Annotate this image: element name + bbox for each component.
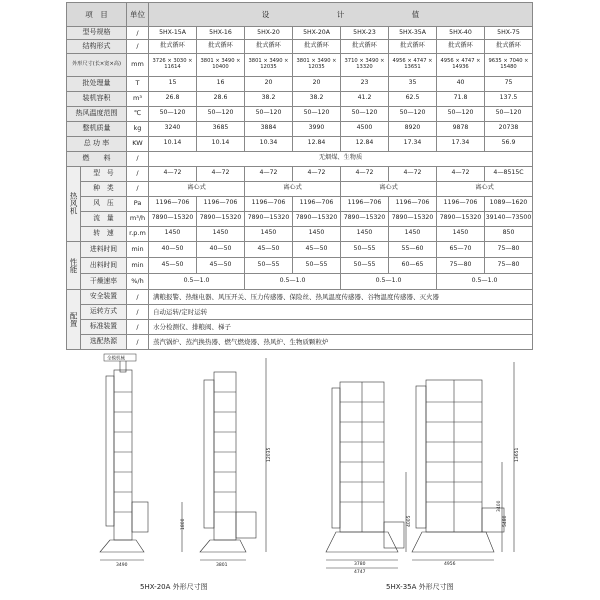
fan-speed-cell: 1450 <box>149 226 197 241</box>
running-value: 自动运转/定时运转 <box>149 304 533 319</box>
volume-cell: 41.2 <box>341 91 389 106</box>
batch-cell: 75 <box>485 76 533 91</box>
batch-label: 批处理量 <box>67 76 127 91</box>
fan-kind-cell: 离心式 <box>245 181 341 196</box>
fan-speed-cell: 1450 <box>245 226 293 241</box>
fan-kind-cell: 离心式 <box>149 181 245 196</box>
caption-right: 5HX-35A 外形尺寸图 <box>386 583 454 591</box>
running-unit: / <box>127 304 149 319</box>
top-label: 全模机械 <box>107 356 125 362</box>
structure-label: 结构形式 <box>67 39 127 53</box>
load-time-unit: min <box>127 241 149 257</box>
fuel-value: 无烟煤、生物质 <box>149 151 533 166</box>
fan-pressure-cell: 1089—1620 <box>485 196 533 211</box>
side-elevator <box>416 386 426 528</box>
dim-d3: 4956 <box>444 562 456 567</box>
model-cell: 5HX-20A <box>293 27 341 40</box>
performance-group-label: 性能 <box>67 241 81 289</box>
fan-flow-cell: 7890—15320 <box>341 211 389 226</box>
load-time-cell: 55—60 <box>389 241 437 257</box>
fan-speed-cell: 1450 <box>293 226 341 241</box>
volume-unit: m³ <box>127 91 149 106</box>
fan-flow-cell: 39140—73500 <box>485 211 533 226</box>
power-cell: 10.14 <box>197 136 245 151</box>
structure-cell: 批式循环 <box>293 39 341 53</box>
header-unit: 单位 <box>127 3 149 27</box>
fan-flow-cell: 7890—15320 <box>197 211 245 226</box>
unload-time-cell: 75—80 <box>437 257 485 273</box>
front-base <box>326 532 398 552</box>
fuel-unit: / <box>127 151 149 166</box>
unload-time-cell: 50—55 <box>341 257 389 273</box>
fan-speed-cell: 1450 <box>197 226 245 241</box>
hot-air-cell: 50—120 <box>437 106 485 121</box>
volume-cell: 71.8 <box>437 91 485 106</box>
power-cell: 10.34 <box>245 136 293 151</box>
power-cell: 56.9 <box>485 136 533 151</box>
fan-speed-cell: 1450 <box>389 226 437 241</box>
weight-cell: 3884 <box>245 121 293 136</box>
unload-time-cell: 50—55 <box>293 257 341 273</box>
fan-flow-cell: 7890—15320 <box>245 211 293 226</box>
fan-flow-cell: 7890—15320 <box>389 211 437 226</box>
power-cell: 10.14 <box>149 136 197 151</box>
fan-pressure-unit: Pa <box>127 196 149 211</box>
dim-h4: 5480 <box>503 515 508 527</box>
weight-unit: kg <box>127 121 149 136</box>
fan-pressure-cell: 1196—706 <box>149 196 197 211</box>
running-label: 运转方式 <box>81 304 127 319</box>
side-tower <box>214 372 236 540</box>
load-time-cell: 45—50 <box>245 241 293 257</box>
weight-cell: 4500 <box>341 121 389 136</box>
fan-pressure-label: 风 压 <box>81 196 127 211</box>
structure-unit: / <box>127 39 149 53</box>
unload-time-label: 出料时间 <box>81 257 127 273</box>
header-item: 项 目 <box>67 3 127 27</box>
dim-d2: 4747 <box>354 570 366 575</box>
load-time-cell: 40—50 <box>197 241 245 257</box>
side-fan <box>236 512 256 538</box>
fan-pressure-cell: 1196—706 <box>437 196 485 211</box>
structure-cell: 批式循环 <box>245 39 293 53</box>
dimension-cell: 3801 × 3490 × 10400 <box>197 53 245 76</box>
unload-time-cell: 50—55 <box>245 257 293 273</box>
model-cell: 5HX-75 <box>485 27 533 40</box>
weight-cell: 20738 <box>485 121 533 136</box>
dim-length: 3801 <box>216 563 228 568</box>
weight-cell: 3685 <box>197 121 245 136</box>
fan-flow-label: 流 量 <box>81 211 127 226</box>
dimensions-unit: mm <box>127 53 149 76</box>
safety-unit: / <box>127 289 149 304</box>
fan-model-cell: 4—72 <box>437 166 485 181</box>
drawing-5hx-20a-svg <box>96 352 286 574</box>
side-base <box>200 540 246 552</box>
power-unit: KW <box>127 136 149 151</box>
fuel-label: 燃 料 <box>67 151 127 166</box>
unload-time-unit: min <box>127 257 149 273</box>
hot-air-cell: 50—120 <box>389 106 437 121</box>
hot-air-cell: 50—120 <box>485 106 533 121</box>
batch-unit: T <box>127 76 149 91</box>
dim-h1: 1800 <box>181 518 186 530</box>
fan-kind-cell: 离心式 <box>341 181 437 196</box>
volume-cell: 38.2 <box>245 91 293 106</box>
fan-flow-unit: m³/h <box>127 211 149 226</box>
power-cell: 12.84 <box>341 136 389 151</box>
dimension-cell: 4956 × 4747 × 14936 <box>437 53 485 76</box>
fan-speed-cell: 850 <box>485 226 533 241</box>
fan-group-label: 热风机 <box>67 166 81 241</box>
dry-rate-cell: 0.5—1.0 <box>341 273 437 289</box>
safety-value: 满粮报警、热继电器、风压开关、压力传感器、保险丝、热风温度传感器、谷物温度传感器、灭火器 <box>149 289 533 304</box>
unload-time-cell: 45—50 <box>149 257 197 273</box>
volume-cell: 28.6 <box>197 91 245 106</box>
structure-cell: 批式循环 <box>197 39 245 53</box>
power-cell: 17.34 <box>437 136 485 151</box>
drawing-5hx-20a <box>96 352 286 574</box>
load-time-label: 进料时间 <box>81 241 127 257</box>
load-time-cell: 65—70 <box>437 241 485 257</box>
dry-rate-label: 干燥速率 <box>81 273 127 289</box>
heat-source-unit: / <box>127 334 149 349</box>
dimension-cell: 3726 × 3030 × 11614 <box>149 53 197 76</box>
fan-flow-cell: 7890—15320 <box>437 211 485 226</box>
heat-source-value: 蒸汽锅炉、蒸汽换热器、燃气燃烧器、热风炉、生物质颗粒炉 <box>149 334 533 349</box>
load-time-cell: 50—55 <box>341 241 389 257</box>
model-cell: 5HX-16 <box>197 27 245 40</box>
hot-air-cell: 50—120 <box>149 106 197 121</box>
weight-label: 整机质量 <box>67 121 127 136</box>
hot-air-cell: 50—120 <box>197 106 245 121</box>
fan-pressure-cell: 1196—706 <box>389 196 437 211</box>
load-time-cell: 75—80 <box>485 241 533 257</box>
fan-model-cell: 4—8515C <box>485 166 533 181</box>
weight-cell: 3240 <box>149 121 197 136</box>
fan-speed-label: 转 速 <box>81 226 127 241</box>
models-unit: / <box>127 27 149 40</box>
fan-model-label: 型 号 <box>81 166 127 181</box>
power-cell: 17.34 <box>389 136 437 151</box>
fan-kind-cell: 离心式 <box>437 181 533 196</box>
heat-source-label: 选配热源 <box>81 334 127 349</box>
power-cell: 12.84 <box>293 136 341 151</box>
dry-rate-cell: 0.5—1.0 <box>149 273 245 289</box>
model-cell: 5HX-20 <box>245 27 293 40</box>
dim-width: 3490 <box>116 563 128 568</box>
volume-cell: 62.5 <box>389 91 437 106</box>
hot-air-cell: 50—120 <box>245 106 293 121</box>
unload-time-cell: 60—65 <box>389 257 437 273</box>
fan-flow-cell: 7890—15320 <box>293 211 341 226</box>
load-time-cell: 45—50 <box>293 241 341 257</box>
side-elevator <box>204 380 214 528</box>
batch-cell: 20 <box>245 76 293 91</box>
batch-cell: 40 <box>437 76 485 91</box>
batch-cell: 23 <box>341 76 389 91</box>
fan-speed-cell: 1450 <box>437 226 485 241</box>
weight-cell: 9878 <box>437 121 485 136</box>
dry-rate-cell: 0.5—1.0 <box>245 273 341 289</box>
standard-value: 水分检测仪、排粮阀、梯子 <box>149 319 533 334</box>
model-cell: 5HX-23 <box>341 27 389 40</box>
volume-cell: 137.5 <box>485 91 533 106</box>
front-fan <box>132 502 148 532</box>
models-label: 型号规格 <box>67 27 127 40</box>
fan-kind-label: 种 类 <box>81 181 127 196</box>
model-cell: 5HX-15A <box>149 27 197 40</box>
model-cell: 5HX-35A <box>389 27 437 40</box>
structure-cell: 批式循环 <box>437 39 485 53</box>
standard-label: 标准装置 <box>81 319 127 334</box>
dimension-cell: 3710 × 3490 × 13320 <box>341 53 389 76</box>
structure-cell: 批式循环 <box>389 39 437 53</box>
dry-rate-cell: 0.5—1.0 <box>437 273 533 289</box>
front-elevator <box>106 376 114 526</box>
dimension-cell: 3801 × 3490 × 12035 <box>293 53 341 76</box>
volume-cell: 26.8 <box>149 91 197 106</box>
structure-cell: 批式循环 <box>341 39 389 53</box>
batch-cell: 16 <box>197 76 245 91</box>
dim-h2: 12035 <box>267 447 272 462</box>
fan-model-unit: / <box>127 166 149 181</box>
spec-table <box>66 2 533 350</box>
load-time-cell: 40—50 <box>149 241 197 257</box>
caption-left: 5HX-20A 外形尺寸图 <box>140 583 208 591</box>
drawing-5hx-35a-svg <box>318 352 530 582</box>
fan-flow-cell: 7890—15320 <box>149 211 197 226</box>
structure-cell: 批式循环 <box>149 39 197 53</box>
batch-cell: 35 <box>389 76 437 91</box>
fan-model-cell: 4—72 <box>341 166 389 181</box>
dim-d1: 3780 <box>354 562 366 567</box>
hot-air-unit: ℃ <box>127 106 149 121</box>
dim-h3: 13651 <box>515 447 520 462</box>
header-design: 设 计 值 <box>149 3 533 27</box>
unload-time-cell: 45—50 <box>197 257 245 273</box>
front-elevator <box>332 388 340 528</box>
fan-model-cell: 4—72 <box>389 166 437 181</box>
fan-model-cell: 4—72 <box>293 166 341 181</box>
weight-cell: 8920 <box>389 121 437 136</box>
fan-kind-unit: / <box>127 181 149 196</box>
batch-cell: 20 <box>293 76 341 91</box>
structure-cell: 批式循环 <box>485 39 533 53</box>
hot-air-cell: 50—120 <box>293 106 341 121</box>
batch-cell: 15 <box>149 76 197 91</box>
dim-h2: 3400 <box>497 500 502 512</box>
fan-speed-cell: 1450 <box>341 226 389 241</box>
fan-pressure-cell: 1196—706 <box>197 196 245 211</box>
fan-pressure-cell: 1196—706 <box>293 196 341 211</box>
fan-pressure-cell: 1196—706 <box>245 196 293 211</box>
dry-rate-unit: %/h <box>127 273 149 289</box>
volume-label: 装机容积 <box>67 91 127 106</box>
config-group-label: 配置 <box>67 289 81 349</box>
power-label: 总 功 率 <box>67 136 127 151</box>
standard-unit: / <box>127 319 149 334</box>
hot-air-label: 热风温度范围 <box>67 106 127 121</box>
dimensions-label: 外形尺寸(长×宽×高) <box>67 53 127 76</box>
fan-model-cell: 4—72 <box>197 166 245 181</box>
hot-air-cell: 50—120 <box>341 106 389 121</box>
front-base <box>100 540 144 552</box>
dimension-cell: 3801 × 3490 × 12035 <box>245 53 293 76</box>
dim-h1: 4005 <box>407 515 412 527</box>
fan-pressure-cell: 1196—706 <box>341 196 389 211</box>
weight-cell: 3990 <box>293 121 341 136</box>
front-tower <box>114 370 132 540</box>
volume-cell: 38.2 <box>293 91 341 106</box>
drawing-5hx-35a <box>318 352 530 582</box>
fan-model-cell: 4—72 <box>245 166 293 181</box>
model-cell: 5HX-40 <box>437 27 485 40</box>
fan-model-cell: 4—72 <box>149 166 197 181</box>
fan-speed-unit: r.p.m <box>127 226 149 241</box>
dimension-cell: 4956 × 4747 × 13651 <box>389 53 437 76</box>
dimension-cell: 9635 × 7040 × 15480 <box>485 53 533 76</box>
safety-label: 安全装置 <box>81 289 127 304</box>
side-base <box>412 532 494 552</box>
unload-time-cell: 75—80 <box>485 257 533 273</box>
